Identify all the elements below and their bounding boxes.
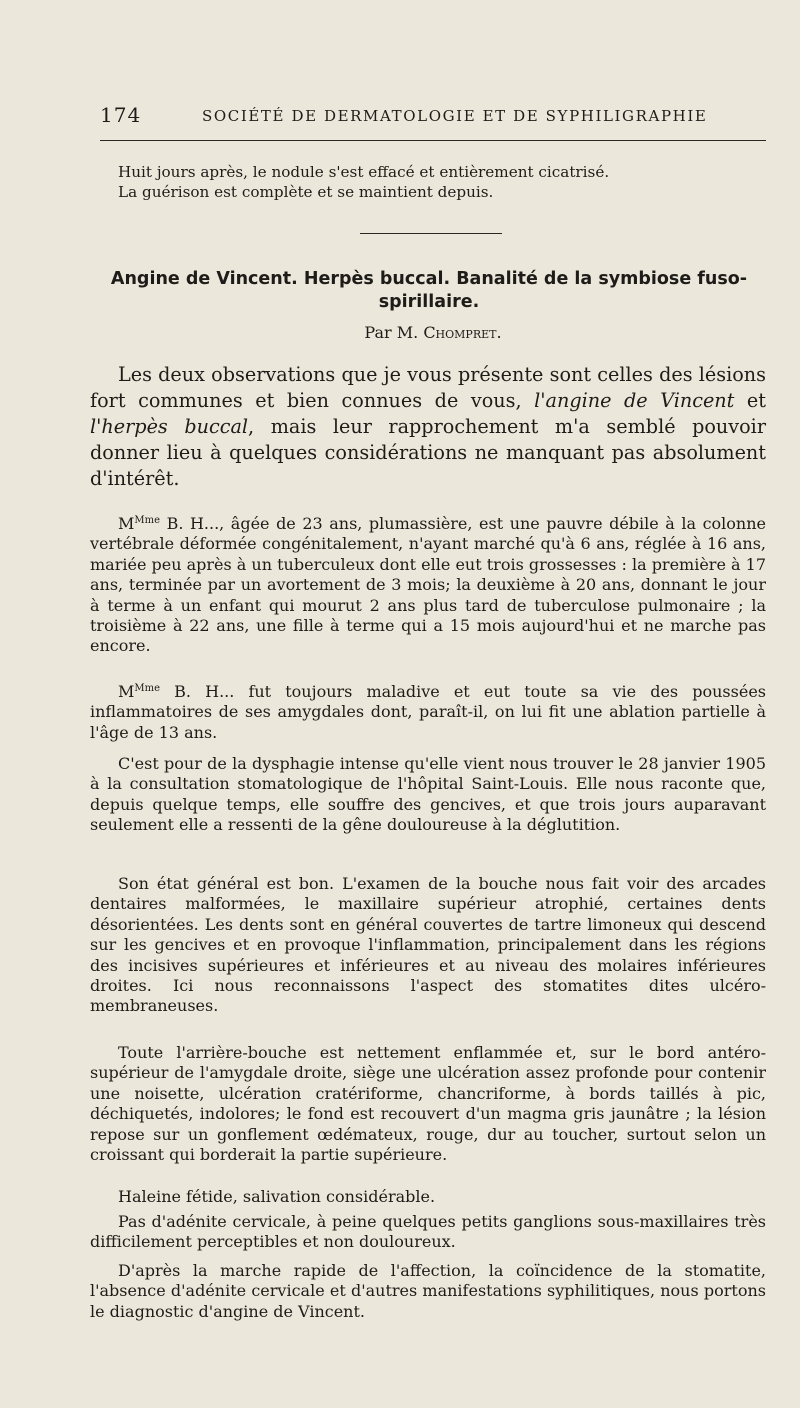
observation-paragraph-4 [90, 874, 766, 1017]
observation-text-2: B. H... fut toujours maladive et eut toute sa vie des poussées inflammatoires de ses amygdales dont, paraît-il, on lui fit une ablation partielle à l'âge de 13 ans. [90, 682, 766, 742]
intro-text-3: , mais leur rapprochement m'a semblé pouvoir donner lieu à quelques considérations ne manquant pas absolument d'intérêt. [90, 415, 766, 490]
running-title: SOCIÉTÉ DE DERMATOLOGIE ET DE SYPHILIGRAPHIE [202, 107, 708, 125]
observation-paragraph-7 [90, 1212, 766, 1253]
intro-text-2: et [734, 389, 766, 412]
page-number: 174 [100, 103, 142, 127]
observation-text-6: Haleine fétide, salivation considérable. [118, 1187, 436, 1206]
previous-case-end [90, 162, 766, 203]
intro-term-herpes: l'herpès buccal [90, 415, 249, 438]
observation-text-5: Toute l'arrière-bouche est nettement enflammée et, sur le bord antéro-supérieur de l'amygdale droite, siège une ulcération assez profonde pour contenir une noisette, ulcération cratériforme, chancriforme, à bords taillés à pic, déchiquetés, indolores; le fond est recouvert d'un magma gris jaunâtre ; la lésion repose sur un gonflement œdémateux, rouge, dur au toucher, surtout selon un croissant qui borderait la partie supérieure. [90, 1043, 766, 1165]
article-title: Angine de Vincent. Herpès buccal. Banalité de la symbiose fuso-spirillaire. [110, 269, 748, 312]
title-abbrev-2: Mme [134, 683, 161, 694]
observation-text-4: Son état général est bon. L'examen de la bouche nous fait voir des arcades dentaires malformées, le maxillaire supérieur atrophié, certaines dents désorientées. Les dents sont en général couvertes de tartre limoneux qui descend sur les gencives et en provoque l'inflammation, principalement dans les régions des incisives supérieures et inférieures et au niveau des molaires inférieures droites. Ici nous reconnaissons l'aspect des stomatites dites ulcéro-membraneuses. [90, 874, 766, 1016]
observation-paragraph-8 [90, 1261, 766, 1322]
intro-paragraph [90, 362, 766, 492]
observation-text-1: B. H..., âgée de 23 ans, plumassière, est une pauvre débile à la colonne vertébrale déformée congénitalement, n'ayant marché qu'à 6 ans, réglée à 16 ans, mariée peu après à un tuberculeux dont elle eut trois grossesses : la première à 17 ans, terminée par un avortement de 3 mois; la deuxième à 20 ans, donnant le jour à terme à un enfant qui mourut 2 ans plus tard de tuberculose pulmonaire ; la troisième à 22 ans, une fille à terme qui a 15 mois aujourd'hui et ne marche pas encore. [90, 514, 766, 656]
observation-paragraph-1: $M^{Mme}$ B. H..., âgée de 23 ans, plumassière, est une pauvre débile à la colonne vertébrale déformée congénitalement, n'ayant marché qu'à 6 ans, réglée à 16 ans, mariée peu après à un tuberculeux dont elle eut trois grossesses : la première à 17 ans, terminée par un avortement de 3 mois; la deuxième à 20 ans, donnant le jour à terme à un enfant qui mourut 2 ans plus tard de tuberculose pulmonaire ; la troisième à 22 ans, une fille à terme qui a 15 mois aujourd'hui et ne marche pas encore. [90, 514, 766, 656]
observation-paragraph-6 [90, 1187, 766, 1207]
intro-text-1: Les deux observations que je vous présente sont celles des lésions fort communes et bien connues de vous, [90, 363, 766, 412]
intro-term-angine: l'angine de Vincent [534, 389, 735, 412]
byline [0, 323, 800, 342]
observation-text-8: D'après la marche rapide de l'affection, la coïncidence de la stomatite, l'absence d'adénite cervicale et d'autres manifestations syphilitiques, nous portons le diagnostic d'angine de Vincent. [90, 1261, 766, 1321]
page-header [100, 103, 764, 131]
title-abbrev-1: Mme [134, 515, 161, 526]
observation-text-7: Pas d'adénite cervicale, à peine quelques petits ganglions sous-maxillaires très difficilement perceptibles et non douloureux. [90, 1212, 766, 1252]
previous-case-line-2: La guérison est complète et se maintient depuis. [118, 183, 494, 202]
author-name: Chompret. [423, 323, 502, 342]
section-separator [360, 233, 502, 234]
previous-case-line-1: Huit jours après, le nodule s'est effacé et entièrement cicatrisé. [118, 163, 610, 181]
observation-paragraph-5 [90, 1043, 766, 1165]
observation-text-3: C'est pour de la dysphagie intense qu'elle vient nous trouver le 28 janvier 1905 à la consultation stomatologique de l'hôpital Saint-Louis. Elle nous raconte que, depuis quelque temps, elle souffre des gencives, et que trois jours auparavant seulement elle a ressenti de la gêne douloureuse à la déglutition. [90, 754, 766, 835]
observation-paragraph-3 [90, 754, 766, 836]
header-rule [100, 140, 766, 141]
byline-prefix: Par M. [364, 323, 419, 342]
observation-paragraph-2: $M^{Mme}$ B. H... fut toujours maladive et eut toute sa vie des poussées inflammatoires de ses amygdales dont, paraît-il, on lui fit une ablation partielle à l'âge de 13 ans. [90, 682, 766, 742]
